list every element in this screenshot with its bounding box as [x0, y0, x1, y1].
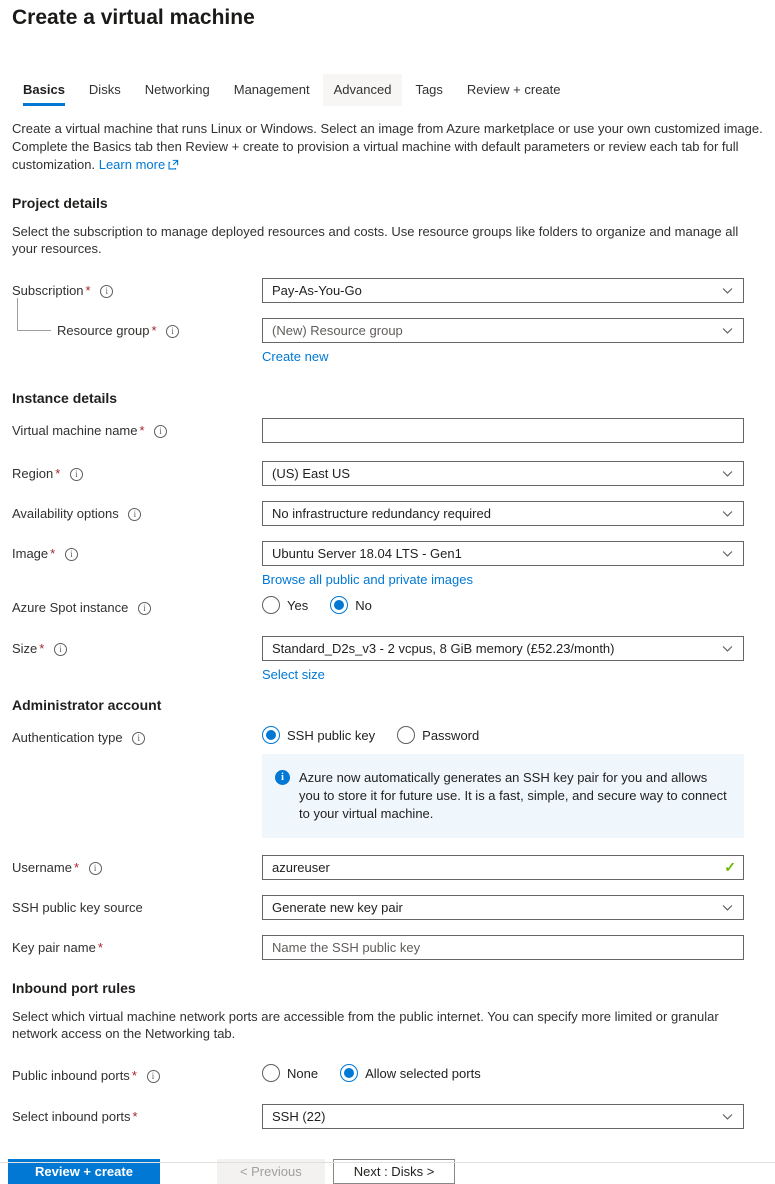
region-control — [262, 461, 744, 486]
required-asterisk: * — [131, 1068, 137, 1083]
size-value: Standard_D2s_v3 - 2 vcpus, 8 GiB memory (£52.23/month) — [272, 641, 615, 656]
public-ports-radio-allow[interactable] — [340, 1064, 481, 1082]
info-icon[interactable]: i — [54, 643, 67, 656]
spot-label-cell — [12, 595, 262, 616]
chevron-down-icon — [721, 642, 734, 655]
availability-label-cell — [12, 501, 262, 522]
availability-dropdown[interactable] — [262, 501, 744, 526]
auth-type-control — [262, 725, 744, 744]
create-new-link[interactable]: Create new — [262, 349, 329, 364]
vm-name-label-cell — [12, 418, 262, 439]
info-icon[interactable]: i — [154, 425, 167, 438]
radio-circle-icon — [330, 596, 348, 614]
field-row-availability — [12, 501, 763, 526]
inbound-ports-label-cell — [12, 1104, 262, 1125]
browse-images-link[interactable]: Browse all public and private images — [262, 572, 473, 587]
tab-review-create[interactable]: Review + create — [466, 82, 561, 97]
public-ports-label-cell — [12, 1063, 262, 1084]
field-row-inbound-ports — [12, 1104, 763, 1129]
info-icon[interactable]: i — [128, 508, 141, 521]
vm-name-control — [262, 418, 744, 443]
info-icon[interactable]: i — [132, 732, 145, 745]
image-dropdown[interactable] — [262, 541, 744, 566]
auth-radio-password-label: Password — [422, 727, 480, 743]
availability-control — [262, 501, 744, 526]
chevron-down-icon — [721, 467, 734, 480]
ssh-info-message: Azure now automatically generates an SSH key pair for you and allows you to store it for future use. It is a fast, simple, and secure way to connect to your virtual machine. — [299, 770, 727, 821]
key-pair-label: Key pair name — [12, 940, 96, 955]
chevron-down-icon — [721, 901, 734, 914]
chevron-down-icon — [721, 1110, 734, 1123]
field-row-vm-name — [12, 418, 763, 443]
spot-radio-no[interactable] — [330, 596, 372, 614]
ssh-source-dropdown[interactable] — [262, 895, 744, 920]
required-asterisk: * — [55, 466, 61, 481]
spot-control — [262, 595, 744, 614]
tab-disks[interactable]: Disks — [88, 82, 121, 97]
inbound-ports-value: SSH (22) — [272, 1109, 326, 1124]
ssh-source-control — [262, 895, 744, 920]
inbound-port-rules-heading: Inbound port rules — [12, 980, 136, 996]
subscription-value: Pay-As-You-Go — [272, 283, 362, 298]
tab-tags[interactable]: Tags — [415, 82, 443, 97]
hierarchy-connector — [17, 298, 51, 331]
public-ports-radio-group — [262, 1063, 744, 1082]
required-asterisk: * — [151, 323, 157, 338]
intro-body: Create a virtual machine that runs Linux or Windows. Select an image from Azure marketplace or use your own customized image. Complete the Basics tab then Review + create to provision a virtual machine with default parameters or review each tab for full customization. — [12, 121, 763, 172]
region-dropdown[interactable] — [262, 461, 744, 486]
select-size-link[interactable]: Select size — [262, 667, 325, 682]
username-control — [262, 855, 744, 880]
resource-group-value: (New) Resource group — [272, 323, 403, 338]
auth-radio-password[interactable] — [397, 726, 479, 744]
project-details-heading: Project details — [12, 195, 108, 211]
key-pair-control — [262, 935, 744, 960]
size-label: Size — [12, 641, 38, 656]
username-input[interactable] — [262, 855, 744, 880]
page-title: Create a virtual machine — [12, 6, 255, 29]
instance-details-heading: Instance details — [12, 390, 118, 406]
info-icon[interactable]: i — [70, 468, 83, 481]
size-dropdown[interactable] — [262, 636, 744, 661]
info-icon[interactable]: i — [147, 1070, 160, 1083]
field-row-ssh-source — [12, 895, 763, 920]
auth-radio-ssh-label: SSH public key — [287, 727, 376, 743]
intro-text — [12, 120, 763, 174]
previous-button[interactable]: < Previous — [217, 1159, 325, 1184]
field-row-key-pair — [12, 935, 763, 960]
learn-more-label: Learn more — [98, 157, 166, 172]
spot-label: Azure Spot instance — [12, 600, 129, 615]
radio-circle-icon — [262, 726, 280, 744]
radio-circle-icon — [340, 1064, 358, 1082]
required-asterisk: * — [50, 546, 56, 561]
key-pair-input[interactable] — [262, 935, 744, 960]
chevron-down-icon — [721, 547, 734, 560]
image-label-cell — [12, 541, 262, 562]
resource-group-dropdown[interactable] — [262, 318, 744, 343]
radio-circle-icon — [262, 1064, 280, 1082]
required-asterisk: * — [132, 1109, 138, 1124]
availability-value: No infrastructure redundancy required — [272, 506, 491, 521]
field-row-size — [12, 636, 763, 682]
tab-bar — [12, 74, 763, 106]
administrator-account-heading: Administrator account — [12, 697, 162, 713]
info-icon[interactable]: i — [89, 862, 102, 875]
field-row-region — [12, 461, 763, 486]
field-row-auth-type — [12, 725, 763, 746]
required-asterisk: * — [139, 423, 145, 438]
auth-type-radio-group — [262, 725, 744, 744]
ssh-source-label: SSH public key source — [12, 900, 143, 915]
tab-advanced[interactable]: Advanced — [323, 74, 403, 106]
subscription-control — [262, 278, 744, 303]
inbound-ports-dropdown[interactable] — [262, 1104, 744, 1129]
footer-actions — [12, 1144, 763, 1184]
learn-more-link[interactable] — [99, 157, 179, 172]
region-value: (US) East US — [272, 466, 351, 481]
field-row-resource-group — [12, 318, 763, 364]
resource-group-control — [262, 318, 744, 364]
spot-radio-yes-label: Yes — [287, 597, 309, 613]
image-value: Ubuntu Server 18.04 LTS - Gen1 — [272, 546, 462, 561]
username-label: Username — [12, 860, 72, 875]
review-create-button[interactable]: Review + create — [8, 1159, 160, 1184]
inbound-ports-label: Select inbound ports — [12, 1109, 131, 1124]
field-row-subscription — [12, 278, 763, 303]
auth-radio-ssh[interactable] — [262, 726, 375, 744]
chevron-down-icon — [721, 284, 734, 297]
username-label-cell — [12, 855, 262, 876]
required-asterisk: * — [73, 860, 80, 875]
public-ports-allow-label: Allow selected ports — [365, 1065, 481, 1081]
tab-networking[interactable]: Networking — [144, 82, 210, 97]
ssh-source-value: Generate new key pair — [272, 900, 403, 915]
tab-basics[interactable]: Basics — [12, 74, 76, 106]
required-asterisk: * — [97, 940, 103, 955]
image-control — [262, 541, 744, 587]
spot-radio-yes[interactable] — [262, 596, 308, 614]
chevron-down-icon — [721, 507, 734, 520]
inbound-description: Select which virtual machine network ports are accessible from the public internet. You can specify more limited or granular network access on the Networking tab. — [12, 1009, 719, 1041]
public-ports-radio-none[interactable] — [262, 1064, 318, 1082]
inbound-ports-control — [262, 1104, 744, 1129]
spot-radio-group — [262, 595, 744, 614]
ssh-info-banner — [262, 754, 744, 838]
subscription-label-cell — [12, 278, 262, 299]
valid-check-icon: ✓ — [724, 859, 736, 875]
vm-name-label: Virtual machine name — [12, 423, 138, 438]
size-label-cell — [12, 636, 262, 657]
radio-circle-icon — [397, 726, 415, 744]
subscription-dropdown[interactable] — [262, 278, 744, 303]
field-row-public-ports — [12, 1063, 763, 1084]
info-icon[interactable]: i — [138, 602, 151, 615]
auth-type-label-cell — [12, 725, 262, 746]
availability-label: Availability options — [12, 506, 119, 521]
subscription-label: Subscription — [12, 283, 84, 298]
external-link-icon — [168, 159, 179, 170]
required-asterisk: * — [85, 283, 91, 298]
tab-management[interactable]: Management — [233, 82, 310, 97]
footer-divider — [0, 1162, 775, 1163]
region-label-cell — [12, 461, 262, 482]
next-disks-button[interactable]: Next : Disks > — [333, 1159, 456, 1184]
auth-type-label: Authentication type — [12, 730, 123, 745]
public-ports-none-label: None — [287, 1065, 319, 1081]
ssh-source-label-cell — [12, 895, 262, 916]
image-label: Image — [12, 546, 49, 561]
field-row-image — [12, 541, 763, 587]
required-asterisk: * — [39, 641, 45, 656]
resource-group-label: Resource group — [57, 323, 150, 338]
info-filled-icon: i — [275, 770, 290, 785]
public-ports-control — [262, 1063, 744, 1082]
info-icon[interactable]: i — [166, 325, 179, 338]
info-icon[interactable]: i — [65, 548, 78, 561]
public-ports-label: Public inbound ports — [12, 1068, 130, 1083]
vm-name-input[interactable] — [262, 418, 744, 443]
project-details-description: Select the subscription to manage deployed resources and costs. Use resource groups like folders to organize and manage all your resources. — [12, 224, 739, 256]
field-row-username — [12, 855, 763, 880]
field-row-spot — [12, 595, 763, 616]
radio-circle-icon — [262, 596, 280, 614]
size-control — [262, 636, 744, 682]
region-label: Region — [12, 466, 54, 481]
spot-radio-no-label: No — [355, 597, 372, 613]
key-pair-label-cell — [12, 935, 262, 956]
info-icon[interactable]: i — [100, 285, 113, 298]
chevron-down-icon — [721, 324, 734, 337]
